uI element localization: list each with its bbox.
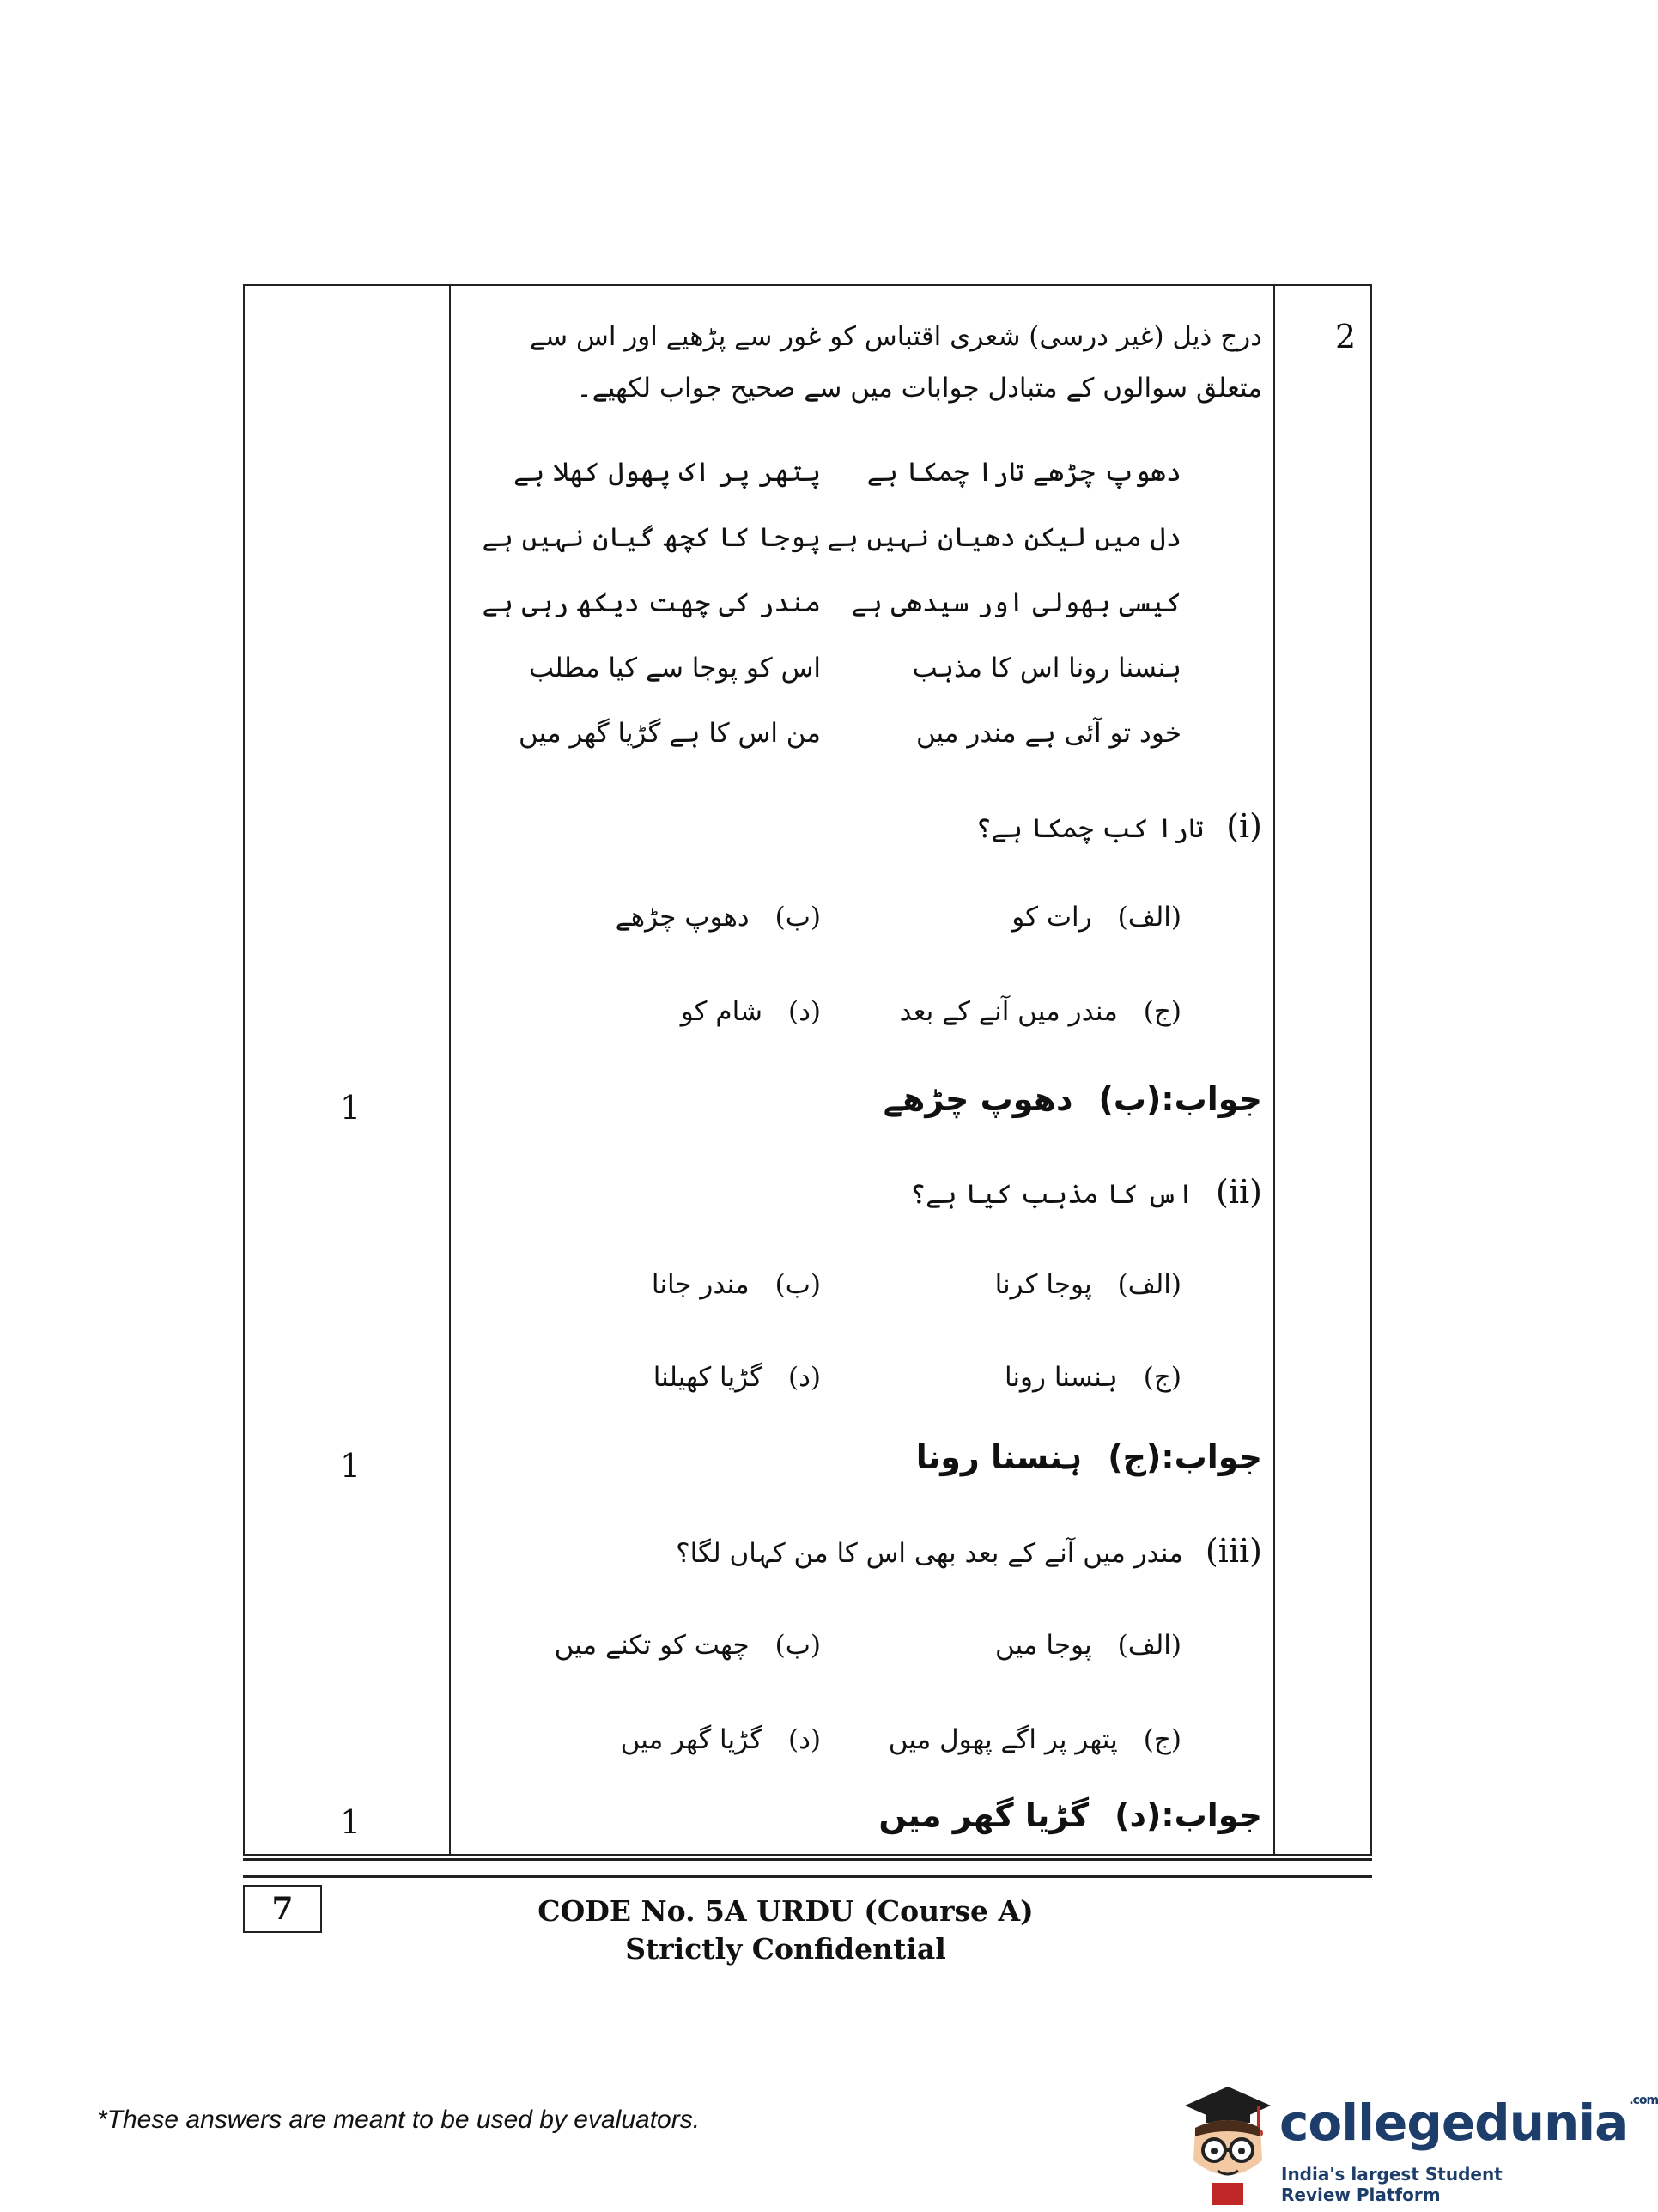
subquestion-text: مندر میں آنے کے بعد بھی اس کا من کہاں لگا؟ (676, 1538, 1183, 1569)
brand-tagline: India's largest Student Review Platform (1281, 2164, 1503, 2205)
option-daal: (د)شام کو (680, 996, 821, 1027)
poem-line: دھوپ چڑھے تارا چمکا ہے (866, 457, 1181, 488)
column-divider-marks (449, 286, 451, 1854)
poem-line: پتھر پر اک پھول کھلا ہے (513, 457, 821, 488)
page-number: 7 (243, 1885, 322, 1933)
marks-iii: 1 (340, 1803, 361, 1841)
subquestion-text: تارا کب چمکا ہے؟ (975, 813, 1205, 844)
poem-line: دل میں لیکن دھیان نہیں ہے (827, 522, 1181, 553)
question-instruction: درج ذیل (غیر درسی) شعری اقتباس کو غور سے پڑھیے اور اس سے متعلق سوالوں کے متبادل جوابات میں سے صحیح جواب لکھیے۔ (530, 321, 1262, 404)
answer-table (243, 284, 1372, 1856)
marks-ii: 1 (340, 1447, 361, 1485)
collegedunia-logo (1176, 2078, 1658, 2207)
question-number: 2 (1335, 318, 1357, 356)
brand-name: collegedunia $^{.com}$ (1279, 2094, 1658, 2152)
option-be: (ب)چھت کو تکنے میں (554, 1630, 821, 1661)
poem-line: مندر کی چھت دیکھ رہی ہے (482, 587, 821, 618)
footer-rule (243, 1875, 1372, 1878)
option-jeem: (ج)پتھر پر اگے پھول میں (888, 1724, 1181, 1755)
option-be: (ب)دھوپ چڑھے (615, 902, 821, 933)
mascot-icon (1176, 2078, 1279, 2207)
subquestion-i (975, 807, 1262, 845)
subquestion-ii (910, 1173, 1262, 1211)
option-jeem: (ج)ہنسنا رونا (1004, 1362, 1181, 1393)
subquestion-text: اس کا مذہب کیا ہے؟ (909, 1179, 1194, 1210)
option-jeem: (ج)مندر میں آنے کے بعد (899, 996, 1181, 1027)
poem-line: اس کو پوجا سے کیا مطلب (528, 653, 821, 684)
option-alif: (الف)پوجا میں (994, 1630, 1181, 1661)
subquestion-number: (ii) (1216, 1173, 1262, 1211)
option-daal: (د)گڑیا کھیلنا (653, 1362, 821, 1393)
subquestion-iii (676, 1532, 1262, 1570)
poem-line: کیسی بھولی اور سیدھی ہے (851, 587, 1181, 618)
subquestion-number: (iii) (1205, 1532, 1262, 1570)
confidential-label: Strictly Confidential (625, 1932, 946, 1966)
poem-line: من اس کا ہے گڑیا گھر میں (519, 718, 821, 749)
exam-code: CODE No. 5A URDU (Course A) (537, 1894, 1034, 1928)
marks-i: 1 (340, 1089, 361, 1127)
poem-line: خود تو آئی ہے مندر میں (915, 718, 1181, 749)
answer-iii: جواب:(د)گڑیا گھر میں (878, 1796, 1262, 1834)
option-alif: (الف)رات کو (1011, 902, 1181, 933)
evaluator-disclaimer: *These answers are meant to be used by evaluators. (97, 2106, 701, 2134)
answer-i: جواب:(ب)دھوپ چڑھے (883, 1080, 1262, 1118)
answer-ii: جواب:(ج)ہنسنا رونا (915, 1438, 1262, 1476)
option-alif: (الف)پوجا کرنا (994, 1269, 1181, 1300)
option-daal: (د)گڑیا گھر میں (620, 1724, 821, 1755)
table-bottom-rule (243, 1855, 1372, 1861)
subquestion-number: (i) (1226, 807, 1262, 845)
poem-line: پوجا کا کچھ گیان نہیں ہے (482, 522, 821, 553)
option-be: (ب)مندر جانا (651, 1269, 821, 1300)
column-divider-qno (1273, 286, 1275, 1854)
poem-line: ہنسنا رونا اس کا مذہب (912, 653, 1181, 684)
